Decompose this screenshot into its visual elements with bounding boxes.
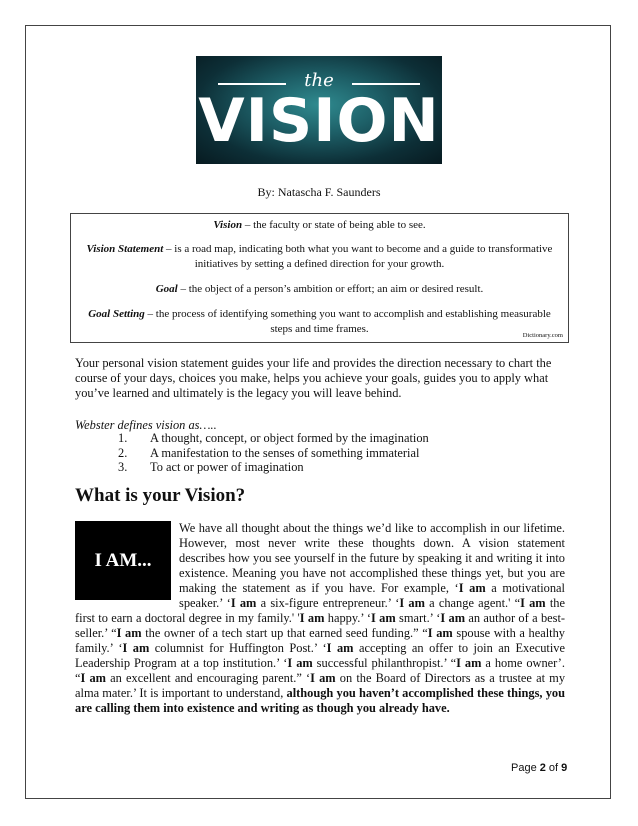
i-am-image: I AM... [75,521,171,600]
list-item: 2. A manifestation to the senses of something immaterial [118,445,420,460]
definition-goal: Goal – the object of a person’s ambition or effort; an aim or desired result. [155,283,484,295]
body-text: smart.’ ‘ [395,611,441,625]
section-heading: What is your Vision? [75,485,246,506]
body-text: a motivational speaker.’ ‘ [179,581,565,610]
body-text: a six-figure entrepreneur.’ ‘ [256,596,400,610]
vision-banner-image [196,56,442,164]
body-text-bold: I am [122,641,150,655]
byline: By: Natascha F. Saunders [257,185,381,199]
definitions-source: Dictionary.com [522,332,563,339]
body-text: an author of a best-seller.’ “ [75,611,566,640]
body-text: accepting an offer to join an Executive Leadership Program at a top institution.’ ‘ [75,641,566,670]
body-text: successful philanthropist.’ “ [312,656,457,670]
definition-vision: Vision – the faculty or state of being able to see. [213,219,426,231]
webster-list [0,431,638,475]
webster-intro: Webster defines vision as….. [75,418,217,432]
definition-vision-statement: Vision Statement – is a road map, indicating both what you want to become and a guide to transformative initiatives by setting a defined direction for your growth. [86,243,553,270]
body-text-bold: I am [399,596,425,610]
body-text-bold: I am [427,626,453,640]
list-item: 1. A thought, concept, or object formed by the imagination [118,431,429,445]
body-text-bold: I am [440,611,466,625]
body-text: the owner of a tech start up that earned seed funding.” “ [141,626,428,640]
intro-paragraph: Your personal vision statement guides your life and provides the direction necessary to chart the course of your days, choices you make, helps you achieve your goals, guides you to apply what you’ve learned and ultimately is the legacy you will leave behind. [75,356,552,400]
body-text-bold: I am [299,611,325,625]
body-text: an excellent and encouraging parent.” ‘ [106,671,311,685]
body-text-bold: I am [458,581,486,595]
page-number: Page 2 of 9 [511,762,568,774]
body-text: on the Board of Directors as a trustee at my alma mater.’ It is important to understand, [75,671,566,700]
banner-word: VISION [198,86,440,156]
definition-goal-setting: Goal Setting – the process of identifying something you want to accomplish and establishing measurable steps and time frames. [88,308,551,335]
body-text-bold: I am [80,671,106,685]
body-text-bold: I am [326,641,354,655]
definitions-box [70,213,569,343]
body-text-bold: I am [456,656,482,670]
body-text-bold: although you haven’t accomplished these things, you are calling them into existence and writing as though you already have. [75,686,565,715]
body-text: a home owner’. “ [75,656,565,685]
banner-small-text: the [304,70,334,91]
body-text-bold: I am [230,596,257,610]
body-text: We have all thought about the things we’d like to accomplish in our lifetime. However, most never write these thoughts down. A vision statement describes how you see yourself in the future by speaking it and writing it into existence. Meaning you have not accomplished these things yet, but you are making the statement as if you have. For example, ‘ [179,521,565,595]
body-text-bold: I am [371,611,396,625]
body-text: columnist for Huffington Post.’ ‘ [149,641,327,655]
list-item: 3. To act or power of imagination [118,460,304,474]
body-text-bold: I am [116,626,142,640]
body-text-bold: I am [287,656,313,670]
body-text: spouse with a healthy family.’ ‘ [75,626,566,655]
body-text: happy.’ ‘ [324,611,372,625]
body-text: a change agent.' “ [424,596,521,610]
body-text: the first to earn a doctoral degree in my family.' ' [75,596,566,625]
body-text-bold: I am [520,596,546,610]
body-text-bold: I am [310,671,336,685]
